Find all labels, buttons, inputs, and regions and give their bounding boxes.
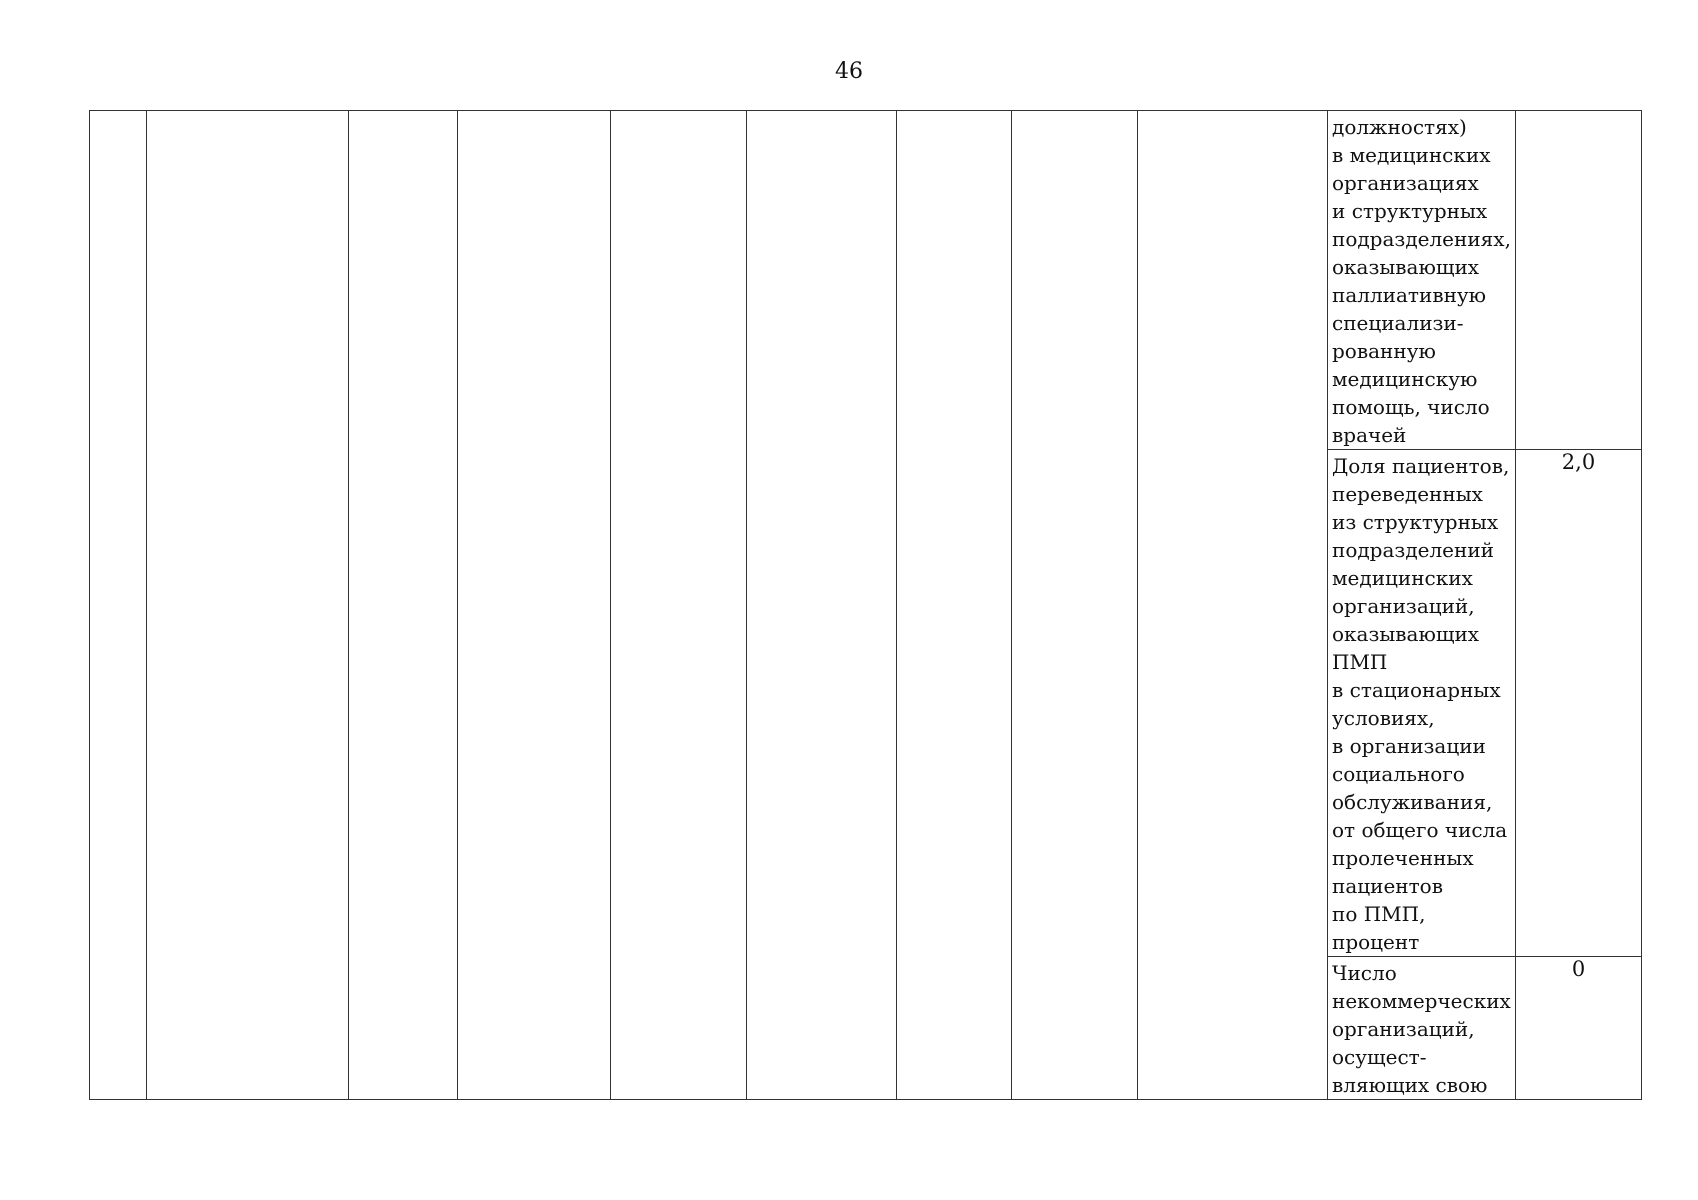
table-cell-empty: [349, 111, 458, 1100]
indicator-cell: [1328, 957, 1516, 1100]
indicator-table: [89, 110, 1642, 1100]
table-cell-empty: [1012, 111, 1138, 1100]
table-cell-empty: [897, 111, 1012, 1100]
table-row: [90, 111, 1642, 450]
indicator-text: должностях) в медицинских организациях и структурных подразделениях, оказывающих паллиативную специализи- рованную медицинскую помощь, число врачей: [1332, 115, 1511, 447]
indicator-text: Число некоммерческих организаций, осущест- вляющих свою: [1332, 961, 1511, 1097]
value-cell: 2,0: [1516, 450, 1642, 957]
table-cell-empty: [458, 111, 611, 1100]
table-cell-empty: [90, 111, 147, 1100]
table-cell-empty: [611, 111, 747, 1100]
value-cell: 0: [1516, 957, 1642, 1100]
table-cell-empty: [747, 111, 897, 1100]
indicator-cell: [1328, 111, 1516, 450]
indicator-text: Доля пациентов, переведенных из структурных подразделений медицинских организаций, оказывающих ПМП в стационарных условиях, в организации социального обслуживания, от общего числа пролеченных пациентов по ПМП, процент: [1332, 454, 1510, 954]
table-cell-empty: [1138, 111, 1328, 1100]
table-cell-empty: [147, 111, 349, 1100]
page-number: 46: [835, 59, 863, 84]
indicator-cell: [1328, 450, 1516, 957]
value-cell: [1516, 111, 1642, 450]
